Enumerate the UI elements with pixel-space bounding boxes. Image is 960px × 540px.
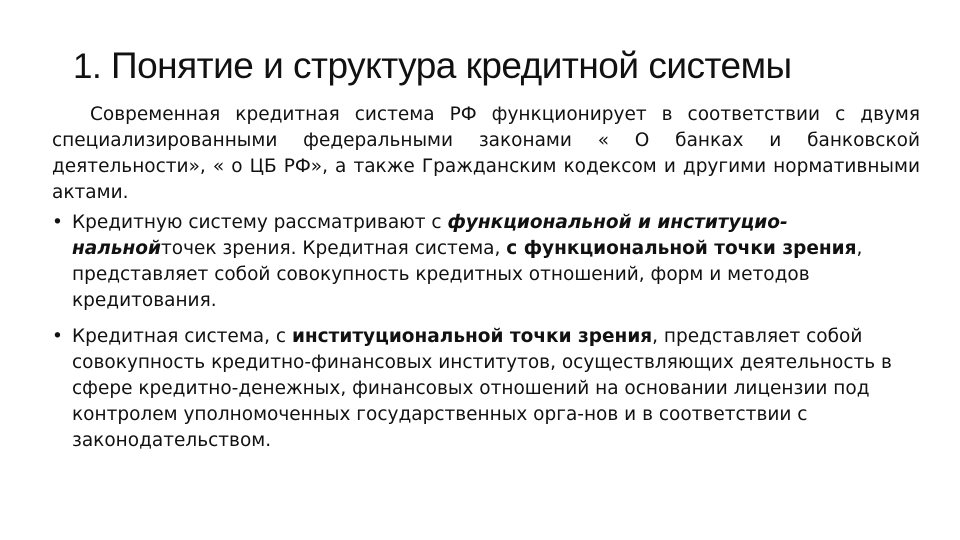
bullet-text: Кредитную систему рассматривают с — [72, 212, 448, 233]
slide-title — [73, 40, 792, 93]
bullet-emphasis: функциональной и институцио-нальной — [72, 212, 788, 259]
bullet-text: точек зрения. Кредитная система, — [160, 238, 507, 259]
bullet-emphasis: с функциональной точки зрения — [506, 238, 857, 259]
bullet-item-functional — [52, 210, 920, 314]
bullet-text: , представляет собой совокупность кредитно-финансовых институтов, осуществляющих деятельность в сфере кредитно-денежных, финансовых отношений на основании лицензии под контролем уполномоченных государственных орга-нов и в соответствии с законодательством. — [72, 326, 892, 451]
bullet-emphasis: институциональной точки зрения — [291, 326, 653, 347]
bullet-text: Кредитная система, с — [72, 326, 292, 347]
bullet-list — [52, 210, 920, 454]
bullet-item-institutional — [52, 324, 920, 454]
bullet-dot-icon: • — [52, 212, 63, 233]
title-text: Понятие и структура кредитной системы — [110, 45, 792, 86]
bullet-dot-icon: • — [52, 326, 63, 347]
bullet-text: , представляет собой совокупность кредитных отношений, форм и методов кредитования. — [72, 238, 863, 311]
slide-body — [52, 102, 920, 464]
intro-paragraph: Современная кредитная система РФ функционирует в соответствии с двумя специализированными федеральными законами « О банках и банковской деятельности», « о ЦБ РФ», а также Гражданским кодексом и другими нормативными актами. — [52, 104, 920, 203]
title-number: 1. — [73, 47, 102, 86]
